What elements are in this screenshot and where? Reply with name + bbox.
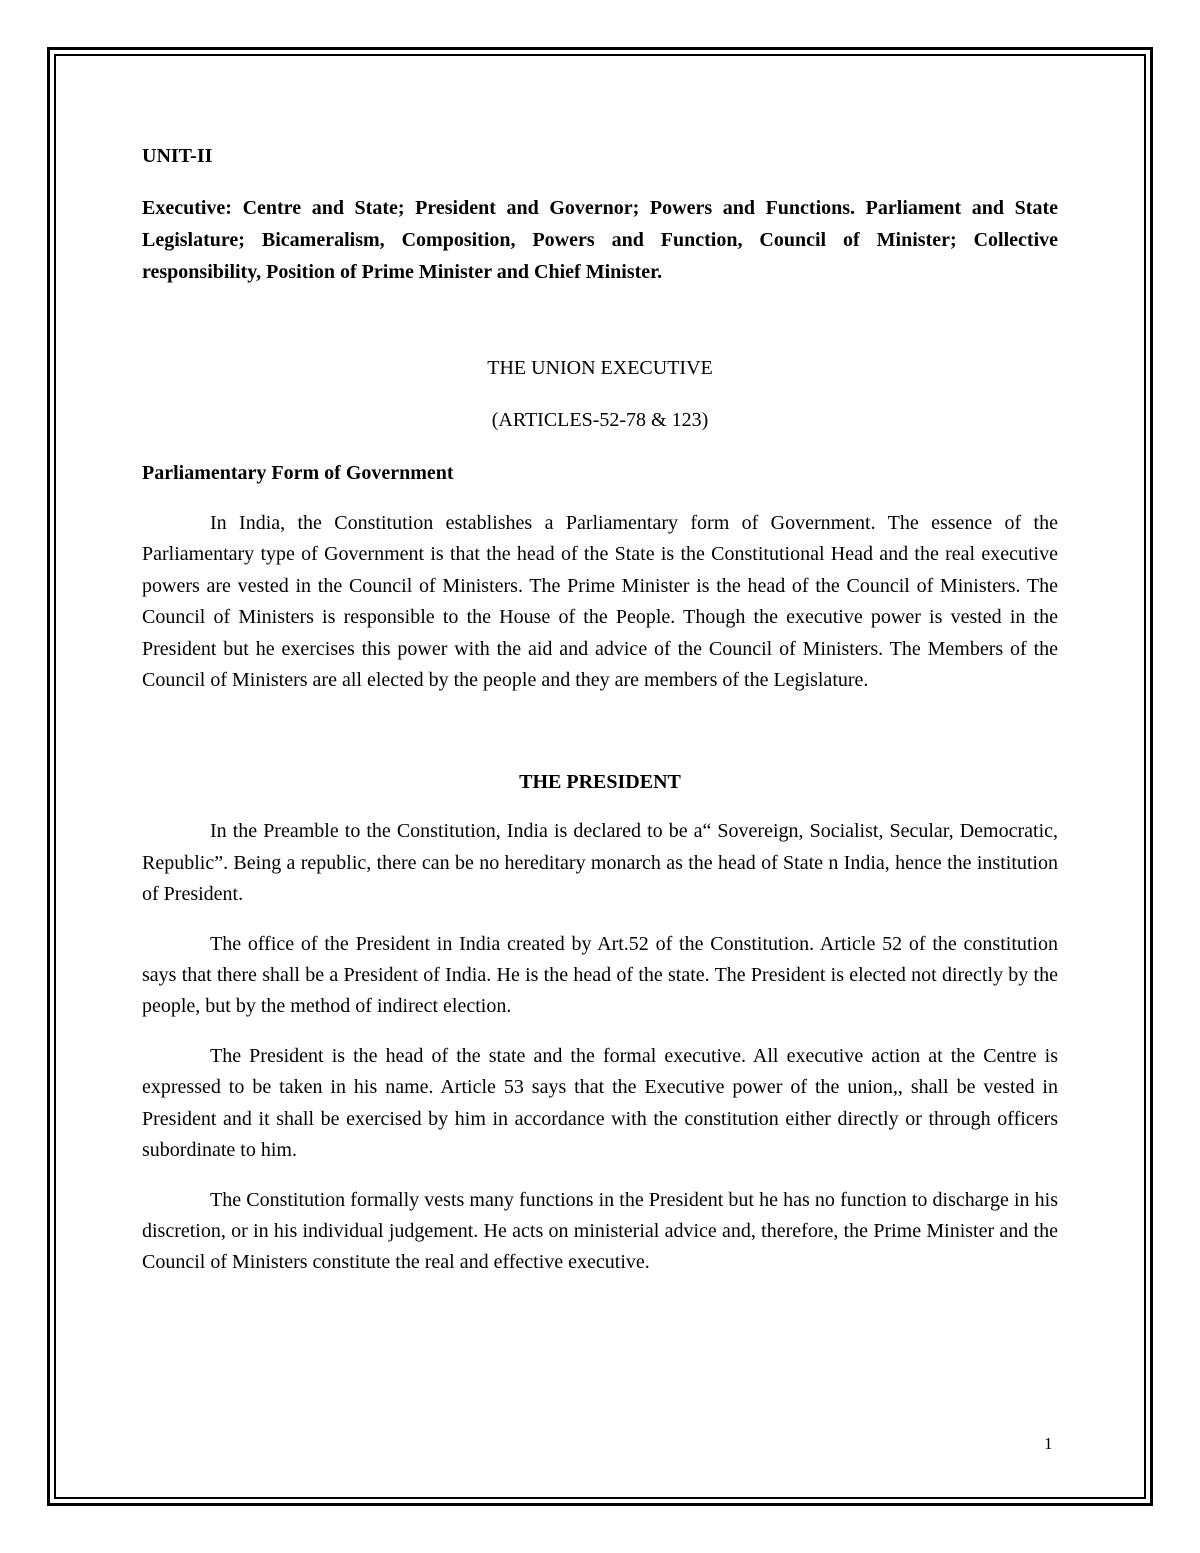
section-heading-president: THE PRESIDENT <box>519 771 681 794</box>
paragraph-president-2: The office of the President in India created by Art.52 of the Constitution. Article 52 of the constitution says that there shall be a President of India. He is the head of the state. The President is elected not directly by the people, but by the method of indirect election. <box>142 932 1058 1018</box>
paragraph-president-1: In the Preamble to the Constitution, India is declared to be a“ Sovereign, Socialist, Secular, Democratic, Republic”. Being a republic, there can be no hereditary monarch as the head of State n India, hence the institution of President. <box>142 820 1058 906</box>
page-number: 1 <box>1044 1434 1053 1453</box>
articles-reference: (ARTICLES-52-78 & 123) <box>491 409 709 431</box>
section-heading-union-executive: THE UNION EXECUTIVE <box>487 357 713 379</box>
subheading-parliamentary-form: Parliamentary Form of Government <box>142 462 454 484</box>
paragraph-parliamentary-form: In India, the Constitution establishes a Parliamentary form of Government. The essence of the Parliamentary type of Government is that the head of the State is the Constitutional Head and the real executive powers are vested in the Council of Ministers. The Prime Minister is the head of the Council of Ministers. The Council of Ministers is responsible to the House of the People. Though the executive power is vested in the President but he exercises this power with the aid and advice of the Council of Ministers. The Members of the Council of Ministers are all elected by the people and they are members of the Legislature. <box>142 512 1058 692</box>
document-body <box>142 140 1058 1279</box>
syllabus-summary: Executive: Centre and State; President and Governor; Powers and Functions. Parliament and State Legislature; Bicameralism, Composition, Powers and Function, Council of Minister; Collective responsibility, Position of Prime Minister and Chief Minister. <box>142 197 1058 283</box>
unit-title: UNIT-II <box>142 145 213 167</box>
paragraph-president-3: The President is the head of the state and the formal executive. All executive action at the Centre is expressed to be taken in his name. Article 53 says that the Executive power of the union,, shall be vested in President and it shall be exercised by him in accordance with the constitution either directly or through officers subordinate to him. <box>142 1044 1058 1162</box>
paragraph-president-4: The Constitution formally vests many functions in the President but he has no function to discharge in his discretion, or in his individual judgement. He acts on ministerial advice and, therefore, the Prime Minister and the Council of Ministers constitute the real and effective executive. <box>142 1188 1058 1274</box>
